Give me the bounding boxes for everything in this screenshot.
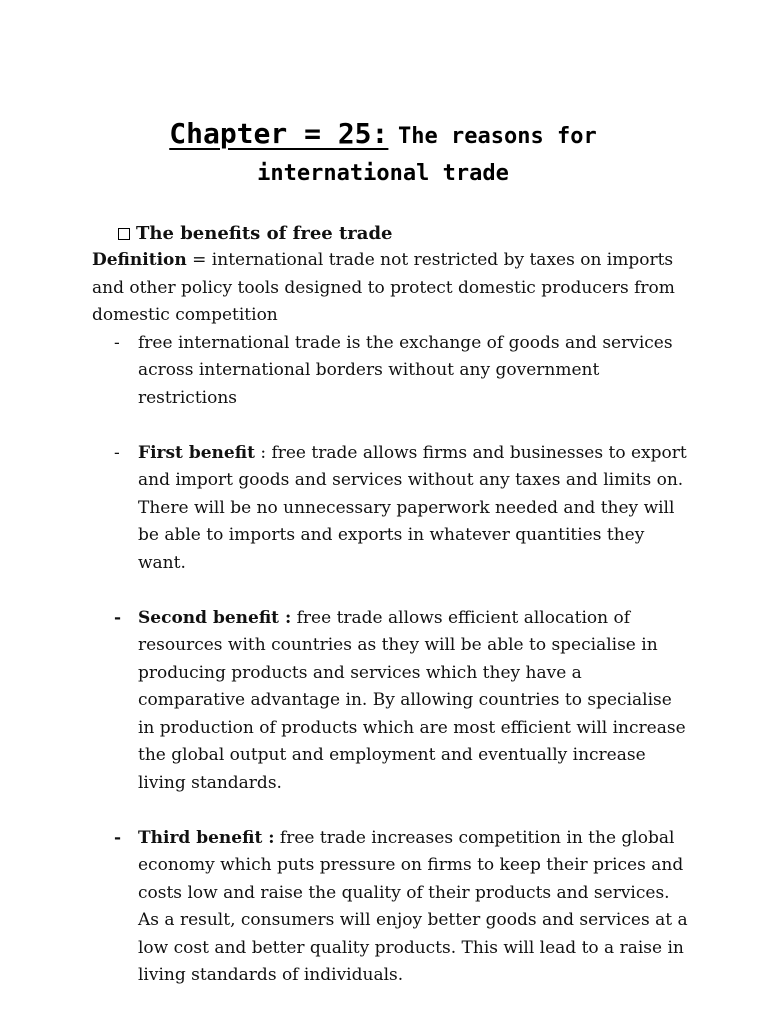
list-item	[92, 605, 692, 798]
chapter-number: Chapter = 25:	[169, 117, 389, 150]
list-bullet: -	[114, 607, 122, 628]
list-item	[92, 825, 692, 990]
list-bullet: -	[114, 442, 120, 463]
list-item	[92, 330, 692, 413]
benefits-list	[92, 330, 692, 990]
list-item-text: free international trade is the exchange of goods and services across international borders without any government restrictions	[138, 332, 673, 408]
list-item-text: free trade increases competition in the global economy which puts pressure on firms to keep their prices and costs low and raise the quality of their products and services. As a result, consumers will enjoy better goods and services at a low cost and better quality products. This will lead to a raise in living standards of individuals.	[138, 827, 688, 985]
list-bullet: -	[114, 332, 120, 353]
section-heading	[118, 221, 692, 247]
document-body	[92, 221, 692, 990]
list-item-label: Third benefit :	[138, 827, 275, 848]
list-item-text: free trade allows efficient allocation of resources with countries as they will be able to specialise in producing products and services which they have a comparative advantage in. By allowing countries to specialise in production of products which are most efficient will increase the global output and employment and eventually increase living standards.	[138, 607, 686, 793]
list-item-text: : free trade allows firms and businesses to export and import goods and services without any taxes and limits on. There will be no unnecessary paperwork needed and they will be able to imports and exports in whatever quantities they want.	[138, 442, 687, 573]
list-bullet: -	[114, 827, 122, 848]
list-item	[92, 440, 692, 578]
section-heading-text: The benefits of free trade	[136, 223, 393, 245]
chapter-title-part-1: The reasons for	[398, 124, 597, 149]
chapter-title-part-2: international trade	[257, 161, 509, 186]
definition-label: Definition	[92, 250, 187, 270]
checkbox-icon	[118, 228, 130, 240]
title-line-1	[80, 112, 686, 160]
definition-paragraph	[92, 247, 692, 330]
page-title	[80, 112, 686, 188]
definition-text: = international trade not restricted by taxes on imports and other policy tools designed to protect domestic producers from domestic competition	[92, 250, 675, 325]
list-item-label: Second benefit :	[138, 607, 292, 628]
list-item-label: First benefit	[138, 442, 255, 463]
